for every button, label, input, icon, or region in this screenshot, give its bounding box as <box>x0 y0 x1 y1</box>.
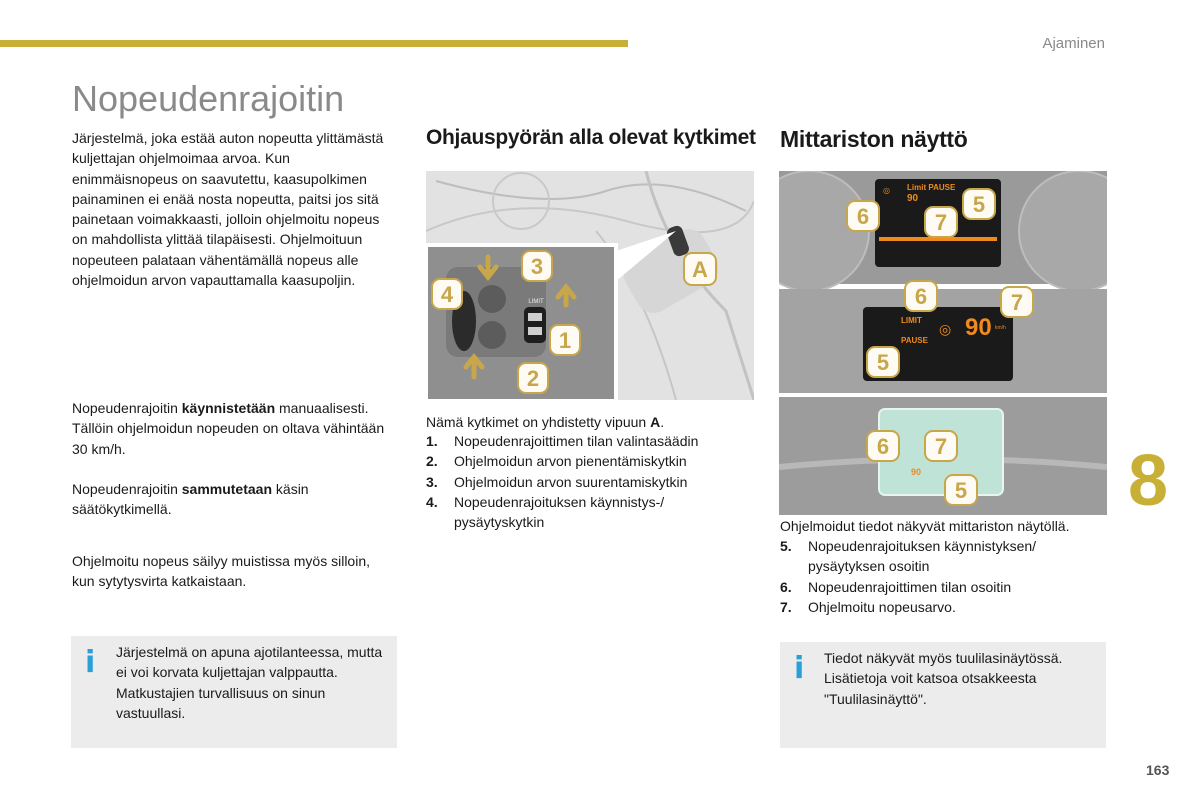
display-heading: Mittariston näyttö <box>780 126 968 152</box>
top-speed-text: 90 <box>907 193 919 204</box>
page-title: Nopeudenrajoitin <box>72 78 345 119</box>
switches-lead <box>426 412 746 432</box>
deactivation-bold: sammutetaan <box>181 481 273 497</box>
info-box-left <box>71 636 397 748</box>
display-lead: Ohjelmoidut tiedot näkyvät mittariston näytöllä. <box>780 518 1070 534</box>
svg-text:6: 6 <box>876 434 890 459</box>
list-item-number: 5. <box>780 538 792 554</box>
badge-7-hud <box>925 431 957 461</box>
steering-switches-illustration <box>426 171 754 400</box>
svg-text:5: 5 <box>876 350 890 375</box>
instrument-display-illustration <box>779 171 1107 515</box>
activation-paragraph <box>72 398 392 459</box>
hud-speed-text: 90 <box>911 467 922 477</box>
list-item-text: Nopeudenrajoituksen käynnistys-/ pysäytyskytkin <box>454 493 665 531</box>
list-item-text: Nopeudenrajoittimen tilan osoitin <box>808 578 1012 595</box>
badge-5-top <box>963 189 995 219</box>
badge-7-top <box>925 207 957 237</box>
svg-text:6: 6 <box>914 284 928 309</box>
list-item <box>426 451 736 471</box>
badge-5-mid <box>867 347 899 377</box>
svg-text:5: 5 <box>972 192 986 217</box>
svg-text:7: 7 <box>934 434 948 459</box>
memory-paragraph: Ohjelmoitu nopeus säilyy muistissa myös silloin, kun sytytysvirta katkaistaan. <box>72 553 370 590</box>
switches-lead-suffix: . <box>660 414 665 430</box>
display-list <box>780 536 1100 617</box>
badge-5-hud <box>945 475 977 505</box>
info-box-right <box>780 642 1106 748</box>
badge-a <box>684 253 716 285</box>
mid-speed-text: 90 <box>965 314 992 341</box>
svg-text:3: 3 <box>530 254 544 279</box>
info-icon: i <box>85 645 96 680</box>
badge-4 <box>432 279 462 309</box>
badge-2 <box>518 363 548 393</box>
svg-text:6: 6 <box>856 204 870 229</box>
mid-pause-text: PAUSE <box>901 336 928 345</box>
info-right-text: Tiedot näkyvät myös tuulilasinäytössä. Lisätietoja voit katsoa otsakkeesta "Tuulilasinäyttö". <box>824 650 1063 707</box>
svg-text:4: 4 <box>440 282 454 307</box>
list-item-text: Nopeudenrajoituksen käynnistyksen/ pysäytyksen osoitin <box>808 538 1037 575</box>
switch-limit-label: LIMIT <box>528 299 544 305</box>
badge-6-top <box>847 201 879 231</box>
svg-text:7: 7 <box>934 210 948 235</box>
badge-1 <box>550 325 580 355</box>
switches-lead-bold: A <box>650 414 661 430</box>
list-item <box>780 577 1100 597</box>
chapter-number: 8 <box>1128 441 1169 521</box>
list-item-text: Nopeudenrajoittimen tilan valintasäädin <box>454 433 699 449</box>
page-number: 163 <box>1146 762 1170 778</box>
list-item <box>426 472 736 492</box>
list-item-number: 3. <box>426 473 438 490</box>
list-item-number: 2. <box>426 453 438 470</box>
activation-suffix: manuaalisesti. Tällöin ohjelmoidun nopeuden on oltava vähintään 30 km/h. <box>72 400 385 457</box>
activation-bold: käynnistetään <box>181 400 276 416</box>
list-item-number: 4. <box>426 493 438 510</box>
badge-3 <box>522 251 552 281</box>
deactivation-paragraph <box>72 479 392 520</box>
list-item <box>426 431 736 451</box>
list-item <box>780 597 1100 617</box>
list-item-number: 1. <box>426 433 438 449</box>
list-item-number: 6. <box>780 578 792 595</box>
info-left-text: Järjestelmä on apuna ajotilanteessa, mutta ei voi korvata kuljettajan valppautta. Matkustajien turvallisuus on sinun vastuullasi. <box>116 644 383 721</box>
switches-heading: Ohjauspyörän alla olevat kytkimet <box>426 126 756 149</box>
list-item-text: Ohjelmoidun arvon pienentämiskytkin <box>454 453 687 470</box>
list-item-text: Ohjelmoidun arvon suurentamiskytkin <box>454 473 688 490</box>
intro-paragraph: Järjestelmä, joka estää auton nopeutta ylittämästä kuljettajan ohjelmoimaa arvoa. Kun enimmäisnopeus on saavutettu, kaasupolkimen painaminen ei enää nosta nopeutta, paitsi jos sitä painetaan voimakkaasti, jolloin ohjelmoitu nopeus on mahdollista ylittää tilapäisesti. Ohjelmoituun nopeuteen palataan vähentämällä nopeus alle ohjelmoidun arvon vapauttamalla kaasupoljin. <box>72 130 384 289</box>
svg-text:◎: ◎ <box>939 322 952 338</box>
switches-list <box>426 431 736 532</box>
svg-text:5: 5 <box>954 478 968 503</box>
badge-7-mid <box>1001 287 1033 317</box>
switches-lead-prefix: Nämä kytkimet on yhdistetty vipuun <box>426 414 651 430</box>
section-label: Ajaminen <box>1042 35 1105 52</box>
list-item-text: Ohjelmoitu nopeusarvo. <box>808 598 956 615</box>
badge-6-hud <box>867 431 899 461</box>
info-icon: i <box>794 651 805 686</box>
svg-text:◎: ◎ <box>883 186 890 195</box>
svg-text:A: A <box>692 257 708 282</box>
svg-text:7: 7 <box>1010 290 1024 315</box>
list-item <box>426 492 736 533</box>
activation-prefix: Nopeudenrajoitin <box>72 400 182 416</box>
svg-text:2: 2 <box>526 366 540 391</box>
list-item <box>780 536 1100 577</box>
deactivation-suffix: käsin säätökytkimellä. <box>72 481 309 518</box>
list-item-number: 7. <box>780 598 792 615</box>
svg-text:1: 1 <box>558 328 572 353</box>
mid-unit-text: km/h <box>995 325 1006 331</box>
deactivation-prefix: Nopeudenrajoitin <box>72 481 182 497</box>
top-status-text: Limit PAUSE <box>907 183 956 192</box>
mid-limit-text: LIMIT <box>901 316 922 325</box>
header-accent-bar <box>0 40 628 47</box>
badge-6-mid <box>905 281 937 311</box>
